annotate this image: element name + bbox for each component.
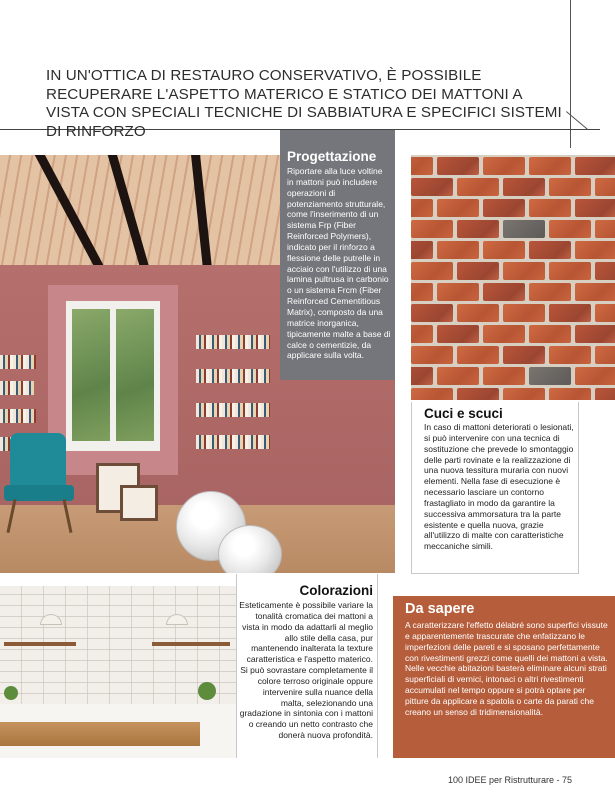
da-sapere-body: A caratterizzare l'effetto délabré sono superfici vissute e apparentemente trascurate che enfatizzano le imperfezioni delle pareti e si sposano perfettamente con rivestimenti grezzi come quelli dei mattoni a vista. Nelle vecchie abitazioni basterà eliminare alcuni strati superficiali di vernici, intonaci o altri rivestimenti accumulati nel tempo oppure si potrà optare per pitture da applicare a spatola o carte da parati che creano un senso di tridimensionalità. [405, 620, 608, 717]
brick-wall-photo [411, 155, 615, 400]
page-headline: IN UN'OTTICA DI RESTAURO CONSERVATIVO, È POSSIBILE RECUPERARE L'ASPETTO MATERICO E STATICO DEI MATTONI A VISTA CON SPECIALI TECNICHE DI SABBIATURA E SPECIFICI SISTEMI DI RINFORZO [46, 67, 562, 140]
cuci-e-scuci-box [411, 402, 579, 574]
cuci-e-scuci-body: In caso di mattoni deteriorati o lesionati, si può intervenire con una tecnica di sostituzione che prevede lo smontaggio delle parti rovinate e la realizzazione di una nuova tessitura muraria con nuovi elementi. Nella fase di esecuzione è necessario lasciare un contorno frastagliato in modo da garantire la successiva ammorsatura tra la parte esistente e quella nuova, grazie all'utilizzo di malte con caratteristiche meccaniche simili. [424, 422, 574, 552]
crop-mark-vertical [570, 0, 571, 148]
colorazioni-box [236, 574, 378, 758]
progettazione-box [280, 130, 395, 380]
progettazione-body: Riportare alla luce voltine in mattoni può includere operazioni di potenziamento strutturale, come l'inserimento di un sistema Frp (Fiber Reinforced Polymers), indicato per il rinforzo a flessione delle putrelle in acciaio con l'utilizzo di una lamina pultrusa in carbonio o un sistema Frcm (Fiber Reinforced Cementitious Matrix), composto da una matrice inorganica, tipicamente malte a base di calce o cementizie, da applicare sulla volta. [287, 166, 391, 361]
colorazioni-title: Colorazioni [299, 583, 373, 598]
progettazione-title: Progettazione [287, 149, 377, 164]
kitchen-photo [0, 586, 236, 758]
da-sapere-title: Da sapere [405, 601, 475, 617]
page-footer: 100 IDEE per Ristrutturare - 75 [447, 775, 572, 785]
cuci-e-scuci-title: Cuci e scuci [424, 406, 503, 421]
da-sapere-box [393, 596, 615, 758]
colorazioni-body: Esteticamente è possibile variare la tonalità cromatica dei mattoni a vista in modo da adattarli al meglio allo stile della casa, pur mantenendo inalterata la texture caratteristica e l'aspetto materico. Si può sovrastare completamente il colore terroso originale oppure intervenire sulla nuance della malta, selezionando una gradazione in sintonia con i mattoni o creando un netto contrasto che donerà nuova profondità. [239, 600, 373, 741]
